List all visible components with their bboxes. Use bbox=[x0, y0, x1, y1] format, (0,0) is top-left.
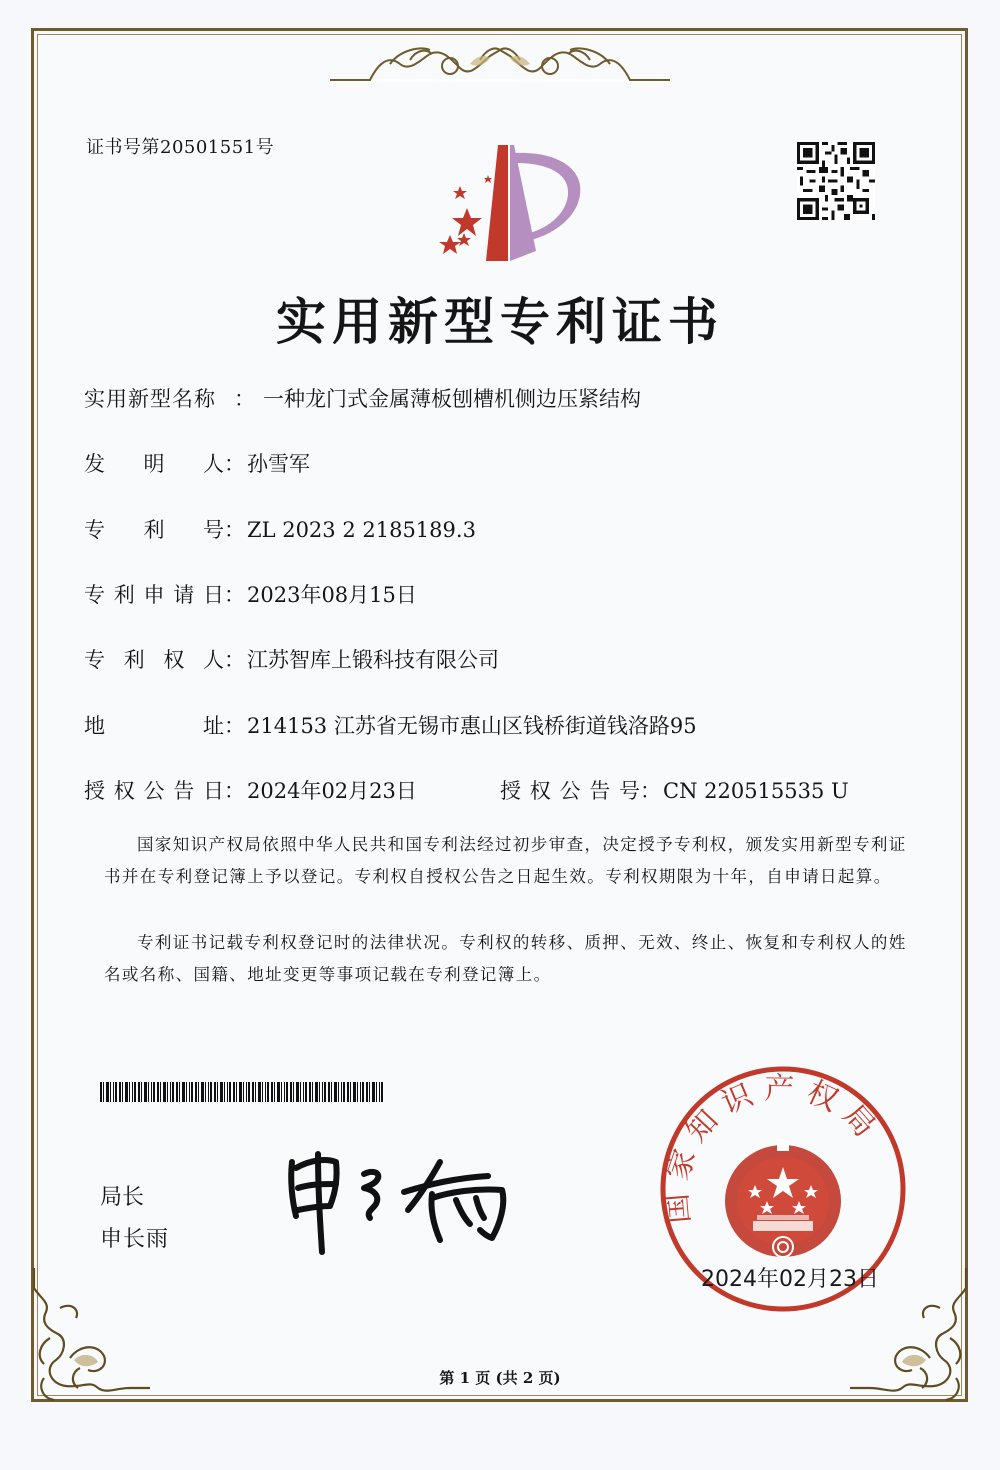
field-inventor bbox=[84, 448, 310, 478]
field-colon: ： bbox=[640, 779, 661, 803]
field-value: 214153 江苏省无锡市惠山区钱桥街道钱洛路95 bbox=[247, 714, 697, 738]
field-colon: ： bbox=[224, 648, 245, 672]
field-value: CN 220515535 U bbox=[663, 779, 849, 803]
field-value: 2024年02月23日 bbox=[247, 779, 417, 803]
field-colon: ： bbox=[224, 779, 245, 803]
field-label: 授权公告号 bbox=[500, 779, 640, 803]
top-ornament-icon bbox=[330, 20, 670, 82]
field-application-date bbox=[84, 579, 417, 609]
legal-paragraph-2: 专利证书记载专利权登记时的法律状况。专利权的转移、质押、无效、终止、恢复和专利权人的姓名或名称、国籍、地址变更等事项记载在专利登记簿上。 bbox=[104, 933, 907, 984]
field-colon: ： bbox=[234, 387, 255, 411]
barcode-icon bbox=[100, 1082, 384, 1102]
certificate-number: 证书号第20501551号 bbox=[86, 137, 275, 158]
field-colon: ： bbox=[224, 452, 245, 476]
field-label: 专利申请日 bbox=[84, 583, 224, 607]
director-title: 局长 bbox=[100, 1185, 145, 1210]
field-colon: ： bbox=[224, 583, 245, 607]
signature-icon bbox=[280, 1140, 520, 1260]
field-value: 孙雪军 bbox=[247, 452, 310, 476]
seal-date: 2024年02月23日 bbox=[701, 1267, 879, 1292]
field-colon: ： bbox=[224, 518, 245, 542]
field-label: 发明人 bbox=[84, 452, 224, 476]
field-label: 专利权人 bbox=[84, 648, 224, 672]
legal-paragraph-1: 国家知识产权局依照中华人民共和国专利法经过初步审查，决定授予专利权，颁发实用新型专利证书并在专利登记簿上予以登记。专利权自授权公告之日起生效。专利权期限为十年，自申请日起算。 bbox=[104, 835, 907, 886]
director-name: 申长雨 bbox=[100, 1227, 170, 1252]
field-value: 一种龙门式金属薄板刨槽机侧边压紧结构 bbox=[263, 387, 641, 411]
field-value: 江苏智库上锻科技有限公司 bbox=[247, 648, 499, 672]
bottom-left-ornament-icon bbox=[20, 1268, 150, 1418]
qr-code-icon bbox=[795, 142, 877, 220]
field-address bbox=[84, 710, 697, 740]
field-colon: ： bbox=[224, 714, 245, 738]
svg-text:国家知识产权局: 国家知识产权局 bbox=[658, 1071, 889, 1225]
field-label: 实用新型名称 bbox=[84, 387, 216, 411]
field-label: 授权公告日 bbox=[84, 779, 224, 803]
field-grant-announcement-date bbox=[84, 775, 417, 805]
field-patentee bbox=[84, 644, 499, 674]
page-indicator: 第 1 页 (共 2 页) bbox=[439, 1369, 561, 1387]
certificate-title: 实用新型专利证书 bbox=[276, 292, 724, 351]
field-patent-number bbox=[84, 514, 476, 544]
field-label: 地址 bbox=[84, 714, 224, 738]
field-utility-model-name bbox=[84, 383, 641, 413]
field-label: 专利号 bbox=[84, 518, 224, 542]
field-value: 2023年08月15日 bbox=[247, 583, 417, 607]
field-value: ZL 2023 2 2185189.3 bbox=[247, 518, 476, 542]
cnipa-logo-icon bbox=[418, 133, 588, 263]
field-grant-announcement-number bbox=[500, 775, 849, 805]
